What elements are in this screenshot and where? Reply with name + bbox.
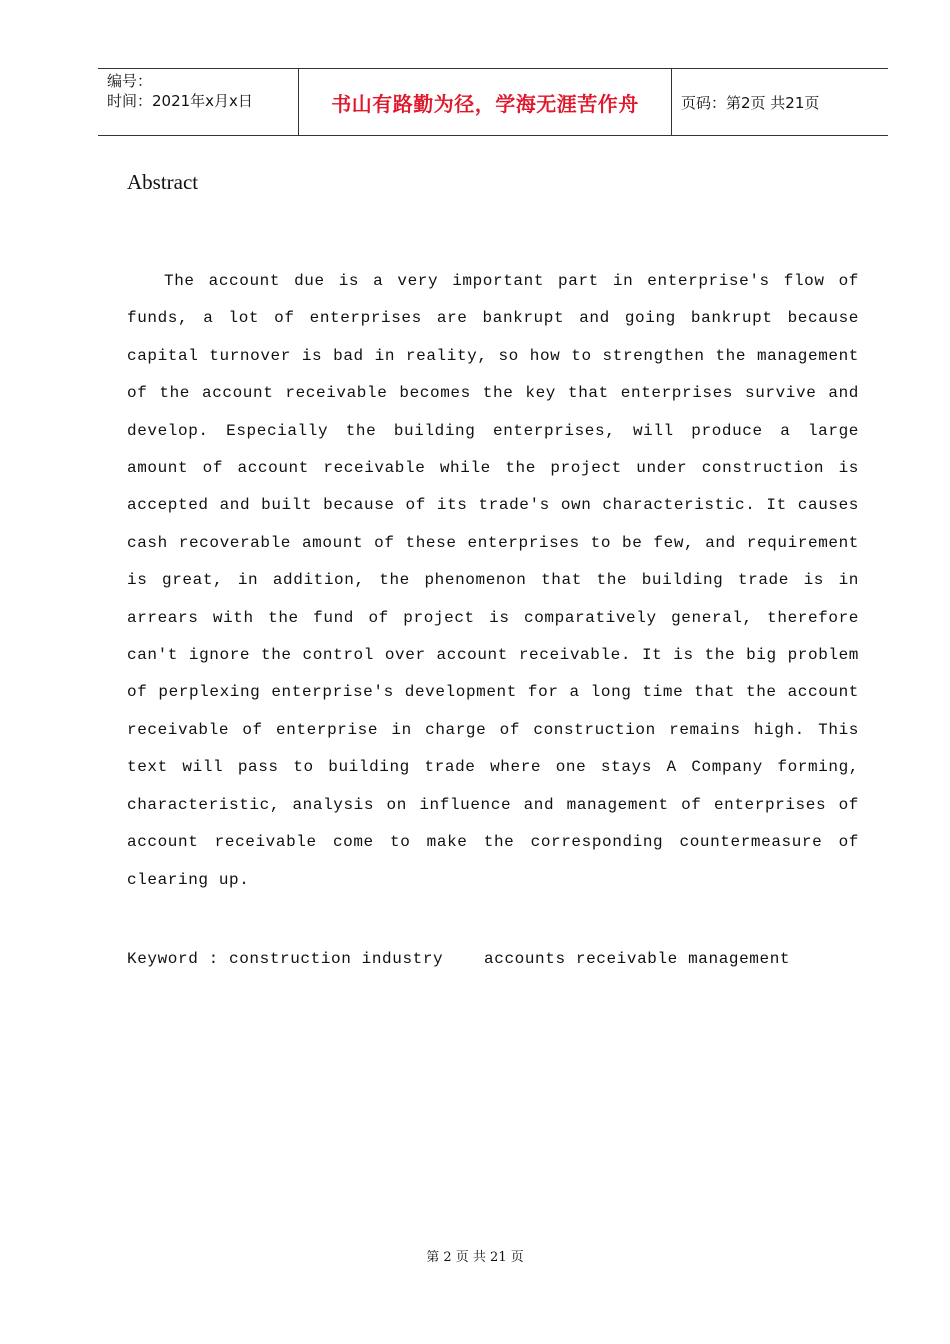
keyword-line: Keyword : construction industry accounts receivable management: [127, 950, 791, 968]
header-page-info: 页码：第2页 共21页: [681, 93, 820, 112]
page-footer: 第 2 页 共 21 页: [426, 1250, 524, 1265]
header-meta: [98, 69, 299, 135]
code-label: 编号：: [107, 72, 153, 90]
time-label: 时间：2021年x月x日: [107, 92, 253, 110]
header-motto: 书山有路勤为径，学海无涯苦作舟: [299, 69, 672, 135]
abstract-paragraph: The account due is a very important part in enterprise's flow of funds, a lot of enterprises are bankrupt and going bankrupt because capital turnover is bad in reality, so how to strengthen the management of the account receivable becomes the key that enterprises survive and develop. Especially the building enterprises, will produce a large amount of account receivable while the project under construction is accepted and built because of its trade's own characteristic. It causes cash recoverable amount of these enterprises to be few, and requirement is great, in addition, the phenomenon that the building trade is in arrears with the fund of project is comparatively general, therefore can't ignore the control over account receivable. It is the big problem of perplexing enterprise's development for a long time that the account receivable of enterprise in charge of construction remains high. This text will pass to building trade where one stays A Company forming, characteristic, analysis on influence and management of enterprises of account receivable come to make the corresponding countermeasure of clearing up.: [127, 272, 859, 889]
abstract-title: Abstract: [127, 170, 199, 194]
document-header: [98, 68, 888, 136]
